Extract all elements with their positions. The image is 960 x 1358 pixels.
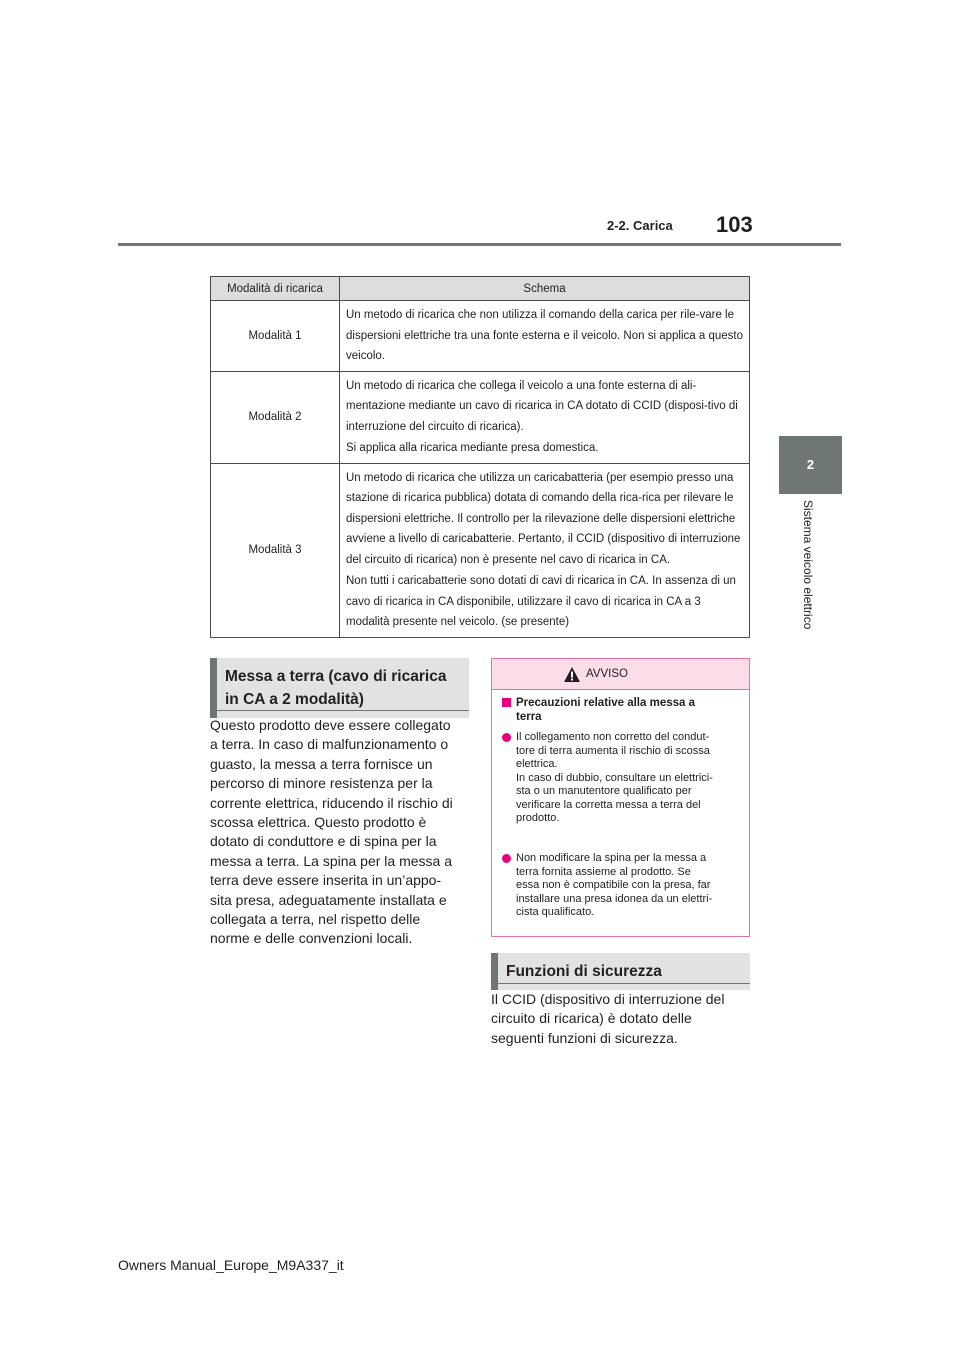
- body-line: scossa elettrica. Questo prodotto è: [210, 814, 427, 831]
- warning-line: terra fornita assieme al prodotto. Se: [516, 865, 691, 878]
- body-line: dotato di conduttore e di spina per la: [210, 833, 437, 850]
- safety-heading-rule: [491, 983, 750, 984]
- body-line: norme e delle convenzioni locali.: [210, 930, 413, 947]
- page-number: 103: [716, 212, 753, 237]
- description-paragraph: Un metodo di ricarica che non utilizza il comando della carica per rile-vare le dispersioni elettriche tra una fonte esterna e il veicolo. Non si applica a questo veicolo.: [346, 309, 743, 362]
- warning-line: elettrica.: [516, 758, 558, 770]
- table-row: [211, 463, 750, 637]
- grounding-heading: [210, 658, 469, 718]
- body-line: Questo prodotto deve essere collegato: [210, 717, 451, 733]
- safety-heading-line: Funzioni di sicurezza: [506, 963, 662, 980]
- safety-heading: [491, 953, 750, 990]
- circle-bullet-icon: [502, 733, 511, 742]
- chapter-title: Sistema veicolo elettrico: [801, 500, 815, 630]
- warning-line: sta o un manutentore qualificato per: [516, 785, 692, 797]
- warning-label: AVVISO: [586, 668, 628, 680]
- table-header-row: [211, 277, 750, 301]
- body-line: circuito di ricarica) è dotato delle: [491, 1010, 692, 1027]
- section-title: 2-2. Carica: [607, 218, 673, 233]
- warning-header: [492, 659, 749, 690]
- warning-line: Non modificare la spina per la messa a: [516, 852, 707, 864]
- body-line: terra deve essere inserita in un’appo-: [210, 872, 442, 889]
- description-paragraph: Non tutti i caricabatterie sono dotati di cavi di ricarica in CA. In assenza di un cavo di ricarica in CA disponibile, utilizzare il cavo di ricarica in CA a 3 modalità presente nel veicolo. (se presente): [346, 575, 736, 628]
- table-row: [211, 301, 750, 372]
- body-line: percorso di minore resistenza per la: [210, 775, 433, 792]
- description-cell: [340, 371, 750, 463]
- description-paragraph: Un metodo di ricarica che utilizza un caricabatteria (per esempio presso una stazione di ricarica pubblica) dotata di comando della rica-rica per rilevare le dispersioni elettriche. Il controllo per la rilevazione delle dispersioni elettriche avviene a livello di caricabatterie. Pertanto, il CCID (dispositivo di interruzione del circuito di ricarica) non è presente nel cavo di ricarica in CA.: [346, 471, 741, 566]
- grounding-body: [210, 716, 472, 949]
- circle-bullet-icon: [502, 854, 511, 863]
- column-header-scheme: Schema: [340, 277, 750, 301]
- table-row: [211, 371, 750, 463]
- warning-triangle-icon: [563, 666, 581, 688]
- square-bullet-icon: [502, 698, 511, 707]
- warning-line: verificare la corretta messa a terra del: [516, 798, 701, 811]
- warning-line: prodotto.: [516, 812, 560, 824]
- warning-line: tore di terra aumenta il rischio di scossa: [516, 744, 710, 757]
- header-divider: [118, 243, 841, 246]
- body-line: collegata a terra, nel rispetto delle: [210, 911, 421, 928]
- mode-cell: Modalità 3: [211, 463, 340, 637]
- body-line: sita presa, adeguatamente installata e: [210, 891, 447, 908]
- footer-manual-id: Owners Manual_Europe_M9A337_it: [118, 1257, 344, 1273]
- description-cell: [340, 301, 750, 372]
- warning-bullet: [502, 731, 742, 826]
- warning-box: [491, 658, 750, 937]
- body-line: seguenti funzioni di sicurezza.: [491, 1029, 678, 1046]
- mode-cell: Modalità 1: [211, 301, 340, 372]
- warning-title-line: terra: [516, 711, 542, 723]
- body-line: messa a terra. La spina per la messa a: [210, 852, 453, 869]
- grounding-heading-line: in CA a 2 modalità): [225, 691, 364, 708]
- description-cell: [340, 463, 750, 637]
- body-line: a terra. In caso di malfunzionamento o: [210, 736, 449, 753]
- charging-modes-table: [210, 276, 750, 638]
- body-line: guasto, la messa a terra fornisce un: [210, 755, 433, 772]
- grounding-heading-line: Messa a terra (cavo di ricarica: [225, 668, 447, 685]
- warning-line: Il collegamento non corretto del condut-: [516, 731, 710, 743]
- warning-line: installare una presa idonea da un elettri-: [516, 892, 713, 905]
- warning-title: [502, 696, 742, 724]
- body-line: Il CCID (dispositivo di interruzione del: [491, 991, 725, 1007]
- warning-bullet: [502, 852, 742, 920]
- description-paragraph: Un metodo di ricarica che collega il veicolo a una fonte esterna di ali-mentazione mediante un cavo di ricarica in CA dotato di CCID (disposi-tivo di interruzione del circuito di ricarica).: [346, 379, 738, 433]
- chapter-tab: 2: [779, 436, 842, 494]
- warning-line: cista qualificato.: [516, 906, 595, 918]
- warning-line: In caso di dubbio, consultare un elettrici-: [516, 771, 713, 784]
- description-paragraph: Si applica alla ricarica mediante presa domestica.: [346, 442, 599, 454]
- warning-title-line: Precauzioni relative alla messa a: [516, 697, 695, 709]
- column-header-mode: Modalità di ricarica: [211, 277, 340, 301]
- safety-body: [491, 990, 753, 1048]
- mode-cell: Modalità 2: [211, 371, 340, 463]
- body-line: corrente elettrica, riducendo il rischio di: [210, 794, 453, 811]
- grounding-heading-rule: [210, 710, 469, 711]
- warning-line: essa non è compatibile con la presa, far: [516, 879, 711, 891]
